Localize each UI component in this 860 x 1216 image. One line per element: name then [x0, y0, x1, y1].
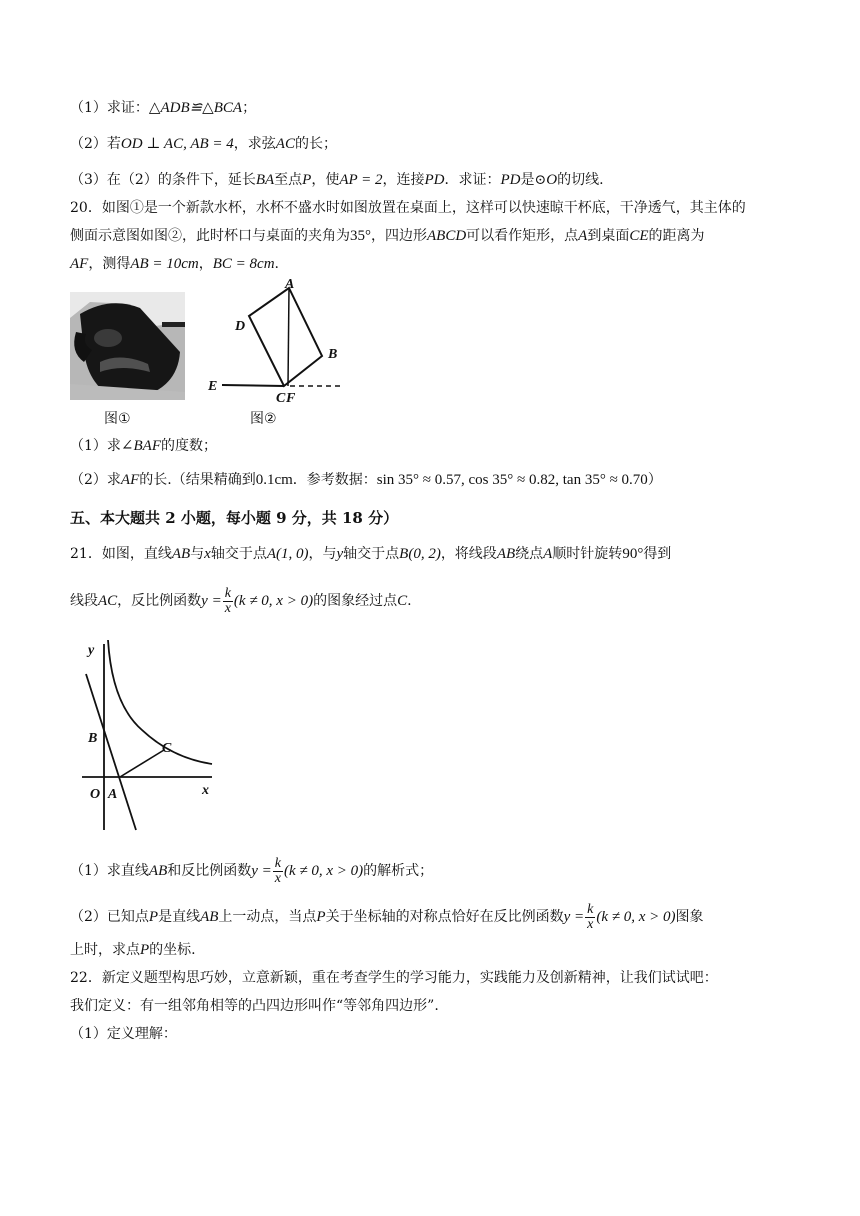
q22-line2: 我们定义：有一组邻角相等的凸四边形叫作“等邻角四边形”.: [70, 998, 439, 1014]
fig2-label-D: D: [235, 319, 246, 334]
q22-line3: （1）定义理解：: [70, 1026, 177, 1042]
q21-label-O: O: [90, 787, 101, 802]
q21-label-x: x: [202, 783, 209, 798]
fig2-label-B: B: [328, 347, 338, 362]
q19-part2: （2）若OD ⊥ AC, AB = 4，求弦AC的长；: [70, 136, 337, 152]
q21-sub2-line2: 上时，求点P的坐标.: [70, 942, 196, 958]
q20-line1: 20．如图①是一个新款水杯，水杯不盛水时如图放置在桌面上，这样可以快速晾干杯底，干净透气，其主体的: [70, 200, 746, 216]
q19-part3: （3）在（2）的条件下，延长BA至点P，使AP = 2，连接PD．求证：PD是⊙O的切线.: [70, 172, 604, 188]
fig2-label-C: C: [276, 391, 286, 406]
q21-graph-figure: [72, 634, 222, 834]
fig2-label-A: A: [285, 278, 295, 292]
q20-line3: AF，测得AB = 10cm，BC = 8cm.: [70, 256, 279, 272]
q20-sub1: （1）求∠BAF的度数；: [70, 438, 217, 454]
q21-line2: 线段AC，反比例函数y = $\frac{k}{x}$ (k ≠ 0, x > 0)的图象经过点C.: [70, 585, 412, 616]
q20-sub2: （2）求AF的长.（结果精确到0.1cm．参考数据：sin 35° ≈ 0.57, cos 35° ≈ 0.82, tan 35° ≈ 0.70）: [70, 472, 662, 488]
fig2-label-E: E: [208, 379, 218, 394]
q21-label-A: A: [108, 787, 118, 802]
fig2-label-F: F: [286, 391, 296, 406]
q19-part1: （1）求证：△ADB≌△BCA；: [70, 100, 257, 116]
q20-line2: 侧面示意图如图②，此时杯口与桌面的夹角为35°，四边形ABCD可以看作矩形，点A到桌面CE的距离为: [70, 228, 705, 244]
fraction-k-over-x: $\frac{k}{x}$: [587, 901, 594, 932]
q21-sub1: （1）求直线AB和反比例函数y = $\frac{k}{x}$ (k ≠ 0, x > 0)的解析式；: [70, 855, 434, 886]
cup-diagram-figure: [200, 278, 345, 414]
q22-line1: 22．新定义题型构思巧妙，立意新颖，重在考查学生的学习能力，实践能力及创新精神，让我们试试吧：: [70, 970, 718, 986]
q21-label-C: C: [162, 741, 172, 756]
q21-line1: 21．如图，直线AB与x轴交于点A(1, 0)，与y轴交于点B(0, 2)，将线段AB绕点A顺时针旋转90°得到: [70, 546, 672, 562]
cup-photo-figure: [70, 292, 185, 400]
fraction-k-over-x: $\frac{k}{x}$: [274, 855, 281, 886]
section-5-heading: 五、本大题共 2 小题，每小题 9 分，共 18 分）: [70, 509, 399, 527]
fig2-caption: 图②: [250, 411, 277, 427]
fraction-k-over-x: $\frac{k}{x}$: [224, 585, 231, 616]
q21-label-B: B: [88, 731, 98, 746]
q21-label-y: y: [88, 643, 95, 658]
q21-sub2: （2）已知点P是直线AB上一动点，当点P关于坐标轴的对称点恰好在反比例函数y = $\frac{k}{x}$ (k ≠ 0, x > 0)图象: [70, 901, 704, 932]
fig1-caption: 图①: [104, 411, 131, 427]
